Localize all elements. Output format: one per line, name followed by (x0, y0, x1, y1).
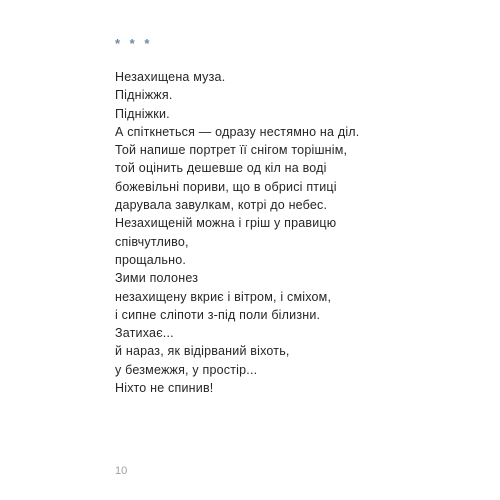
poem-line: божевільні пориви, що в обрисі птиці (115, 179, 337, 194)
poem-line: незахищену вкриє і вітром, і сміхом, (115, 289, 332, 304)
poem-line: А спіткнеться — одразу нестямно на діл. (115, 124, 360, 139)
poem-line: Незахищеній можна і гріш у правицю (115, 216, 337, 231)
poem-line: у безмежжя, у простір... (115, 362, 258, 377)
poem-line: Підніжжя. (115, 88, 173, 103)
poem-line: Підніжки. (115, 106, 170, 121)
poem-line: прощально. (115, 252, 187, 267)
page-number: 10 (115, 465, 128, 477)
poem-line: і сипне сліпоти з-під поли білизни. (115, 307, 321, 322)
poem-line: Зими полонез (115, 271, 199, 286)
poem-line: Незахищена муза. (115, 70, 226, 84)
poem-line: той оцінить дешевше од кіл на воді (115, 161, 327, 176)
poem-line: дарувала завулкам, котрі до небес. (115, 198, 328, 213)
section-ornament: * * * (115, 36, 153, 51)
poem-line: Той напише портрет її снігом торішнім, (115, 143, 348, 158)
poem-line: й нараз, як відірваний віхоть, (115, 344, 290, 359)
poem-text (115, 68, 359, 397)
poem-line: Ніхто не спинив! (115, 381, 214, 396)
poem-line: Затихає... (115, 326, 174, 341)
poem-line: співчутливо, (115, 234, 189, 249)
